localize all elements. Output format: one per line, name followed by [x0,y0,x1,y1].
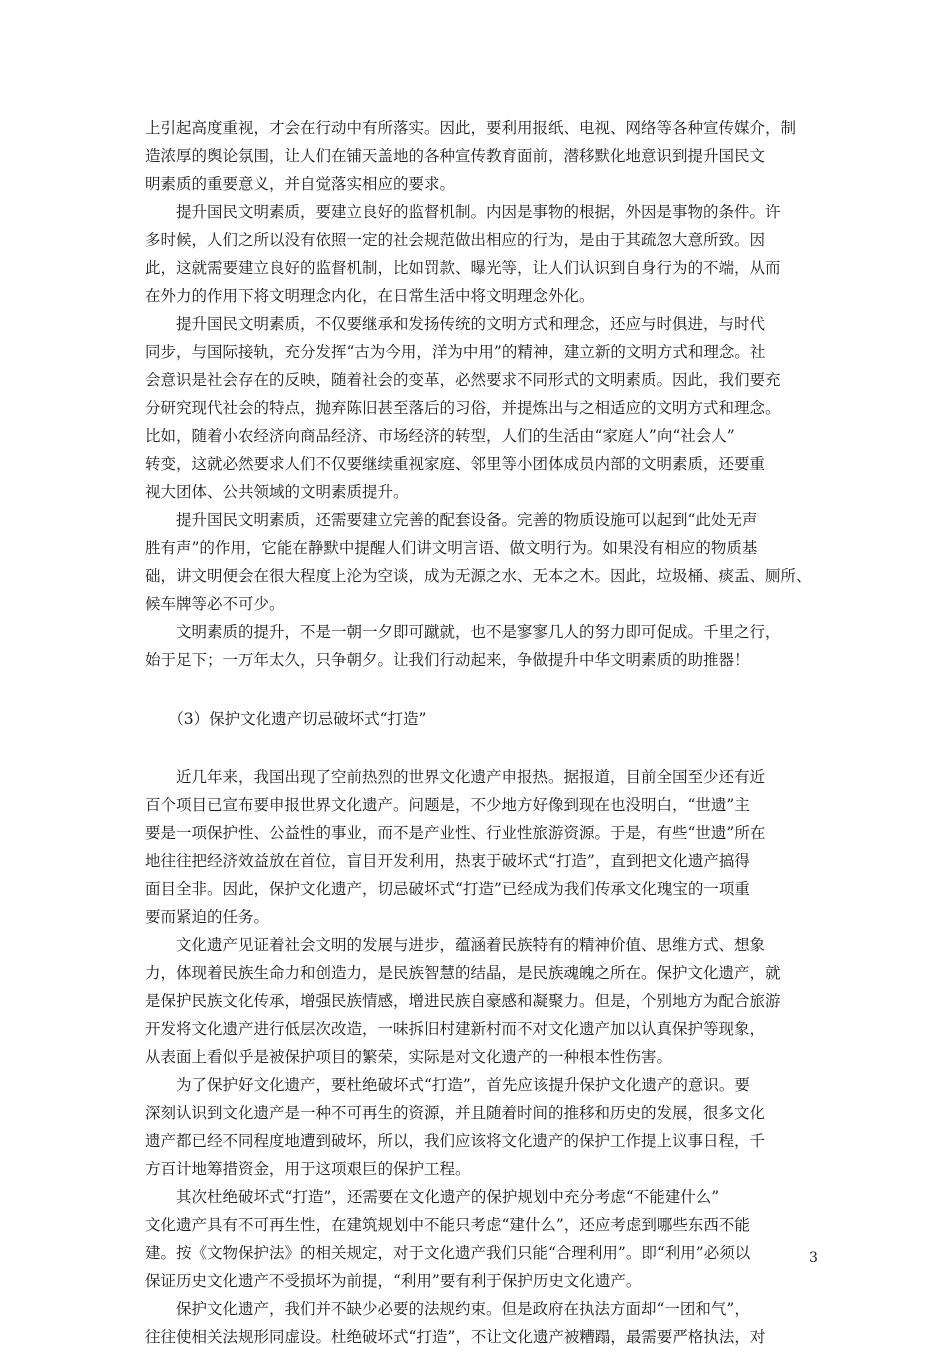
text-line: 视大团体、公共领域的文明素质提升。 [145,483,409,501]
text-line: 础，讲文明便会在很大程度上沦为空谈，成为无源之水、无本之木。因此，垃圾桶、痰盂、厕所、 [145,567,812,585]
text-line: 造浓厚的舆论氛围，让人们在铺天盖地的各种宣传教育面前，潜移默化地意识到提升国民文 [145,147,766,165]
text-line: 文化遗产见证着社会文明的发展与进步，蕴涵着民族特有的精神价值、思维方式、想象 [145,936,766,954]
text-line: 方百计地筹措资金，用于这项艰巨的保护工程。 [145,1160,471,1178]
text-line: 始于足下；一万年太久，只争朝夕。让我们行动起来，争做提升中华文明素质的助推器！ [145,651,750,669]
page-number: 3 [809,1250,818,1266]
text-line: 其次杜绝破坏式“打造”，还需要在文化遗产的保护规划中充分考虑“不能建什么” [145,1188,720,1206]
text-line: 提升国民文明素质，要建立良好的监督机制。内因是事物的根据，外因是事物的条件。许 [145,203,781,221]
text-line: 明素质的重要意义，并自觉落实相应的要求。 [145,175,456,193]
text-line: 候车牌等必不可少。 [145,595,285,613]
text-line: 提升国民文明素质，不仅要继承和发扬传统的文明方式和理念，还应与时俱进，与时代 [145,315,766,333]
text-line: 分研究现代社会的特点，抛弃陈旧甚至落后的习俗，并提炼出与之相适应的文明方式和理念。 [145,399,781,417]
section-heading: （3）保护文化遗产切忌破坏式“打造” [145,710,427,728]
text-line: 往往使相关法规形同虚设。杜绝破坏式“打造”，不让文化遗产被糟蹋，最需要严格执法，对 [145,1328,766,1346]
text-line: 转变，这就必然要求人们不仅要继续重视家庭、邻里等小团体成员内部的文明素质，还要重 [145,455,766,473]
text-line: 开发将文化遗产进行低层次改造，一味拆旧村建新村而不对文化遗产加以认真保护等现象， [145,1020,766,1038]
text-line: 要而紧迫的任务。 [145,908,270,926]
text-line: 面目全非。因此，保护文化遗产，切忌破坏式“打造”已经成为我们传承文化瑰宝的一项重 [145,880,750,898]
text-line: 文化遗产具有不可再生性，在建筑规划中不能只考虑“建什么”，还应考虑到哪些东西不能 [145,1216,750,1234]
text-line: 会意识是社会存在的反映，随着社会的变革，必然要求不同形式的文明素质。因此，我们要充 [145,371,781,389]
text-line: 保证历史文化遗产不受损坏为前提，“利用”要有利于保护历史文化遗产。 [145,1272,642,1290]
text-line: 是保护民族文化传承，增强民族情感，增进民族自豪感和凝聚力。但是，个别地方为配合旅游 [145,992,781,1010]
text-line: 多时候，人们之所以没有依照一定的社会规范做出相应的行为，是由于其疏忽大意所致。因 [145,231,766,249]
text-line: 上引起高度重视，才会在行动中有所落实。因此，要利用报纸、电视、网络等各种宣传媒介，制 [145,119,797,137]
text-line: 胜有声”的作用，它能在静默中提醒人们讲文明言语、做文明行为。如果没有相应的物质基 [145,539,758,557]
text-line: 提升国民文明素质，还需要建立完善的配套设备。完善的物质设施可以起到“此处无声 [145,511,758,529]
text-line: 此，这就需要建立良好的监督机制，比如罚款、曝光等，让人们认识到自身行为的不端，从而 [145,259,781,277]
text-line: 同步，与国际接轨，充分发挥“古为今用，洋为中用”的精神，建立新的文明方式和理念。社 [145,343,766,361]
text-line: 力，体现着民族生命力和创造力，是民族智慧的结晶，是民族魂魄之所在。保护文化遗产，就 [145,964,781,982]
text-line: 从表面上看似乎是被保护项目的繁荣，实际是对文化遗产的一种根本性伤害。 [145,1048,673,1066]
text-line: 建。按《文物保护法》的相关规定，对于文化遗产我们只能“合理利用”。即“利用”必须以 [145,1244,751,1262]
text-line: 深刻认识到文化遗产是一种不可再生的资源，并且随着时间的推移和历史的发展，很多文化 [145,1104,766,1122]
text-line: 百个项目已宣布要申报世界文化遗产。问题是，不少地方好像到现在也没明白，“世遗”主 [145,796,750,814]
text-line: 保护文化遗产，我们并不缺少必要的法规约束。但是政府在执法方面却“一团和气”， [145,1300,750,1318]
text-line: 遗产都已经不同程度地遭到破坏，所以，我们应该将文化遗产的保护工作提上议事日程，千 [145,1132,766,1150]
text-line: 地往往把经济效益放在首位，盲目开发利用，热衷于破坏式“打造”，直到把文化遗产搞得 [145,852,750,870]
text-line: 要是一项保护性、公益性的事业，而不是产业性、行业性旅游资源。于是，有些“世遗”所在 [145,824,766,842]
text-line: 比如，随着小农经济向商品经济、市场经济的转型，人们的生活由“家庭人”向“社会人” [145,427,735,445]
text-line: 在外力的作用下将文明理念内化，在日常生活中将文明理念外化。 [145,287,595,305]
text-line: 为了保护好文化遗产，要杜绝破坏式“打造”，首先应该提升保护文化遗产的意识。要 [145,1076,750,1094]
text-line: 近几年来，我国出现了空前热烈的世界文化遗产申报热。据报道，目前全国至少还有近 [145,768,766,786]
text-line: 文明素质的提升，不是一朝一夕即可蹴就，也不是寥寥几人的努力即可促成。千里之行， [145,623,781,641]
